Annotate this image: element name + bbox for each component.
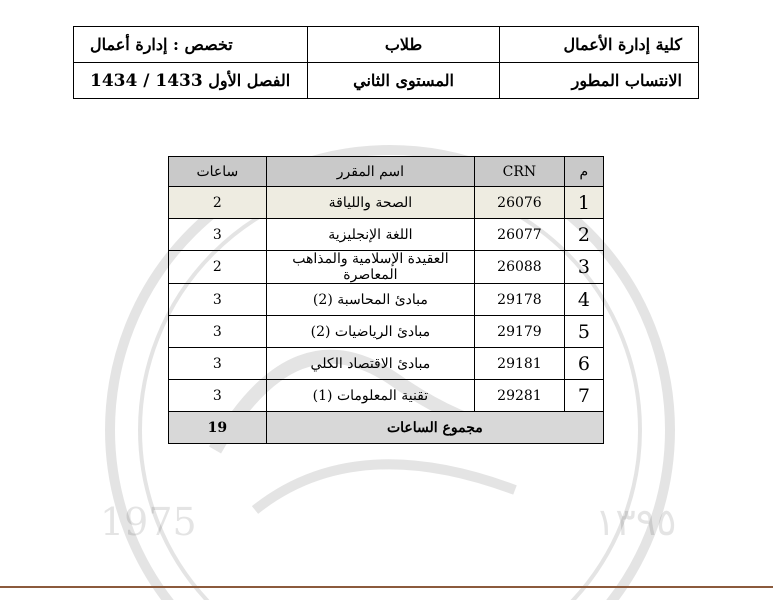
header-info-table — [73, 26, 699, 99]
courses-table — [168, 156, 604, 444]
table-row — [169, 284, 604, 316]
table-row — [169, 251, 604, 284]
course-hours: 3 — [169, 219, 267, 251]
courses-header-row — [169, 157, 604, 187]
course-num: 1 — [564, 187, 603, 219]
course-name: مبادئ المحاسبة (2) — [266, 284, 474, 316]
total-value: 19 — [169, 412, 267, 444]
course-hours: 3 — [169, 316, 267, 348]
semester-cell — [74, 63, 308, 99]
course-hours: 3 — [169, 348, 267, 380]
header-row-1 — [74, 27, 699, 63]
course-crn: 26088 — [475, 251, 565, 284]
course-num: 6 — [564, 348, 603, 380]
course-name: تقنية المعلومات (1) — [266, 380, 474, 412]
course-name: الصحة واللياقة — [266, 187, 474, 219]
course-hours: 3 — [169, 284, 267, 316]
table-row — [169, 187, 604, 219]
course-name: العقيدة الإسلامية والمذاهب المعاصرة — [266, 251, 474, 284]
course-name: مبادئ الاقتصاد الكلي — [266, 348, 474, 380]
bottom-divider — [0, 586, 773, 588]
course-num: 3 — [564, 251, 603, 284]
course-crn: 29178 — [475, 284, 565, 316]
course-crn: 26077 — [475, 219, 565, 251]
course-name: اللغة الإنجليزية — [266, 219, 474, 251]
total-label: مجموع الساعات — [266, 412, 603, 444]
table-row — [169, 316, 604, 348]
course-crn: 29281 — [475, 380, 565, 412]
college-name: كلية إدارة الأعمال — [499, 27, 698, 63]
column-header-name: اسم المقرر — [266, 157, 474, 187]
course-crn: 29179 — [475, 316, 565, 348]
total-row — [169, 412, 604, 444]
level-label: المستوى الثاني — [308, 63, 500, 99]
course-num: 5 — [564, 316, 603, 348]
column-header-hours: ساعات — [169, 157, 267, 187]
course-num: 4 — [564, 284, 603, 316]
program-name: الانتساب المطور — [499, 63, 698, 99]
watermark-year-left: 1975 — [100, 500, 197, 544]
table-row — [169, 380, 604, 412]
table-row — [169, 348, 604, 380]
specialization: تخصص : إدارة أعمال — [74, 27, 308, 63]
header-row-2 — [74, 63, 699, 99]
semester-years: 1434 / 1433 — [90, 70, 203, 91]
watermark-year-right: ١٣٩٥ — [595, 500, 677, 544]
course-crn: 29181 — [475, 348, 565, 380]
column-header-num: م — [564, 157, 603, 187]
column-header-crn: CRN — [475, 157, 565, 187]
semester-label: الفصل الأول — [208, 70, 291, 90]
course-crn: 26076 — [475, 187, 565, 219]
course-hours: 3 — [169, 380, 267, 412]
course-num: 2 — [564, 219, 603, 251]
course-hours: 2 — [169, 251, 267, 284]
course-hours: 2 — [169, 187, 267, 219]
students-label: طلاب — [308, 27, 500, 63]
course-name: مبادئ الرياضيات (2) — [266, 316, 474, 348]
course-num: 7 — [564, 380, 603, 412]
course-rows — [169, 187, 604, 412]
table-row — [169, 219, 604, 251]
